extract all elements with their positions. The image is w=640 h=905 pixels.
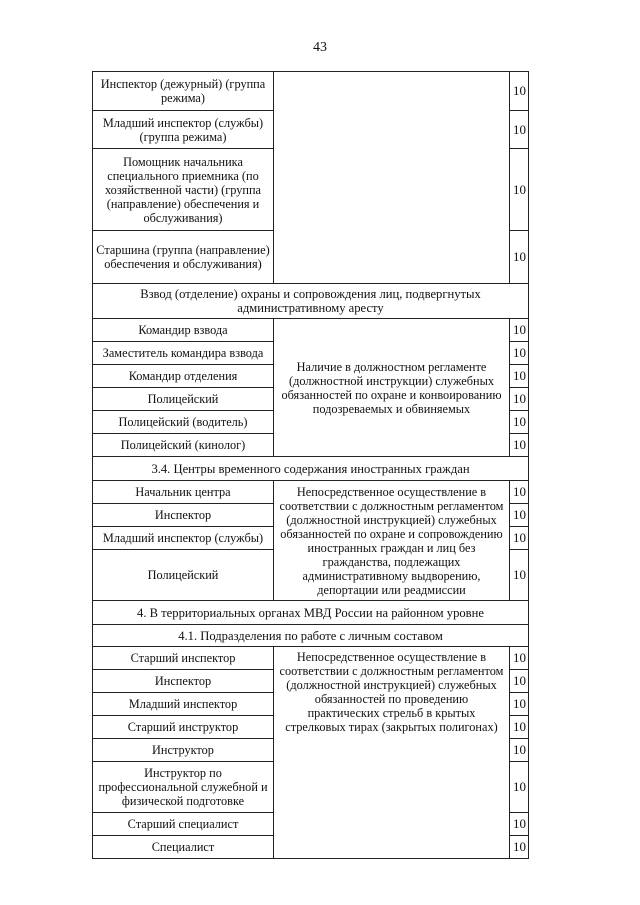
section-header-row [93,625,529,647]
value-cell: 10 [510,670,529,693]
position-cell: Заместитель командира взвода [93,342,274,365]
requirement-cell: Непосредственное осуществление в соответствии с должностным регламентом (должностной инструкцией) служебных обязанностей по охране и сопровождению иностранных граждан и лиц без гражданства, подлежащих административному выдворению, депортации или реадмиссии [274,481,510,601]
position-cell: Старший инспектор [93,647,274,670]
value-cell: 10 [510,342,529,365]
section-title: 3.4. Центры временного содержания иностранных граждан [93,457,529,481]
value-cell: 10 [510,739,529,762]
section-header-row [93,284,529,319]
requirement-cell: Наличие в должностном регламенте (должностной инструкции) служебных обязанностей по охране и конвоированию подозреваемых и обвиняемых [274,319,510,457]
position-cell: Специалист [93,836,274,859]
value-cell: 10 [510,411,529,434]
table-row [93,481,529,504]
position-cell: Командир отделения [93,365,274,388]
value-cell: 10 [510,434,529,457]
position-cell: Начальник центра [93,481,274,504]
subsection-title: 4.1. Подразделения по работе с личным составом [93,625,529,647]
value-cell: 10 [510,527,529,550]
table-row [93,72,529,111]
section-header-row [93,601,529,625]
page-number: 43 [313,40,327,55]
value-cell: 10 [510,836,529,859]
position-cell: Старшина (группа (направление) обеспечения и обслуживания) [93,231,274,284]
section-title: Взвод (отделение) охраны и сопровождения лиц, подвергнутых административному аресту [93,284,529,319]
position-cell: Полицейский [93,388,274,411]
position-cell: Полицейский (кинолог) [93,434,274,457]
value-cell: 10 [510,716,529,739]
value-cell: 10 [510,388,529,411]
position-cell: Старший специалист [93,813,274,836]
value-cell: 10 [510,647,529,670]
position-cell: Инспектор [93,504,274,527]
value-cell: 10 [510,550,529,601]
position-cell: Старший инструктор [93,716,274,739]
position-cell: Инструктор [93,739,274,762]
position-cell: Командир взвода [93,319,274,342]
value-cell: 10 [510,319,529,342]
value-cell: 10 [510,481,529,504]
requirement-cell-empty [274,72,510,284]
position-cell: Инспектор (дежурный) (группа режима) [93,72,274,111]
position-cell: Инструктор по профессиональной служебной и физической подготовке [93,762,274,813]
value-cell: 10 [510,231,529,284]
position-cell: Младший инспектор [93,693,274,716]
position-cell: Полицейский (водитель) [93,411,274,434]
position-cell: Полицейский [93,550,274,601]
value-cell: 10 [510,813,529,836]
section-header-row [93,457,529,481]
position-cell: Младший инспектор (службы) (группа режима) [93,111,274,149]
value-cell: 10 [510,365,529,388]
value-cell: 10 [510,762,529,813]
position-cell: Инспектор [93,670,274,693]
position-cell: Младший инспектор (службы) [93,527,274,550]
table-row [93,647,529,670]
requirement-cell: Непосредственное осуществление в соответствии с должностным регламентом (должностной инструкцией) служебных обязанностей по проведению практических стрельб в крытых стрелковых тирах (закрытых полигонах) [274,647,510,859]
value-cell: 10 [510,72,529,111]
value-cell: 10 [510,504,529,527]
table-row [93,319,529,342]
value-cell: 10 [510,693,529,716]
positions-table [92,71,529,859]
value-cell: 10 [510,111,529,149]
section-title: 4. В территориальных органах МВД России на районном уровне [93,601,529,625]
value-cell: 10 [510,149,529,231]
position-cell: Помощник начальника специального приемника (по хозяйственной части) (группа (направление) обеспечения и обслуживания) [93,149,274,231]
